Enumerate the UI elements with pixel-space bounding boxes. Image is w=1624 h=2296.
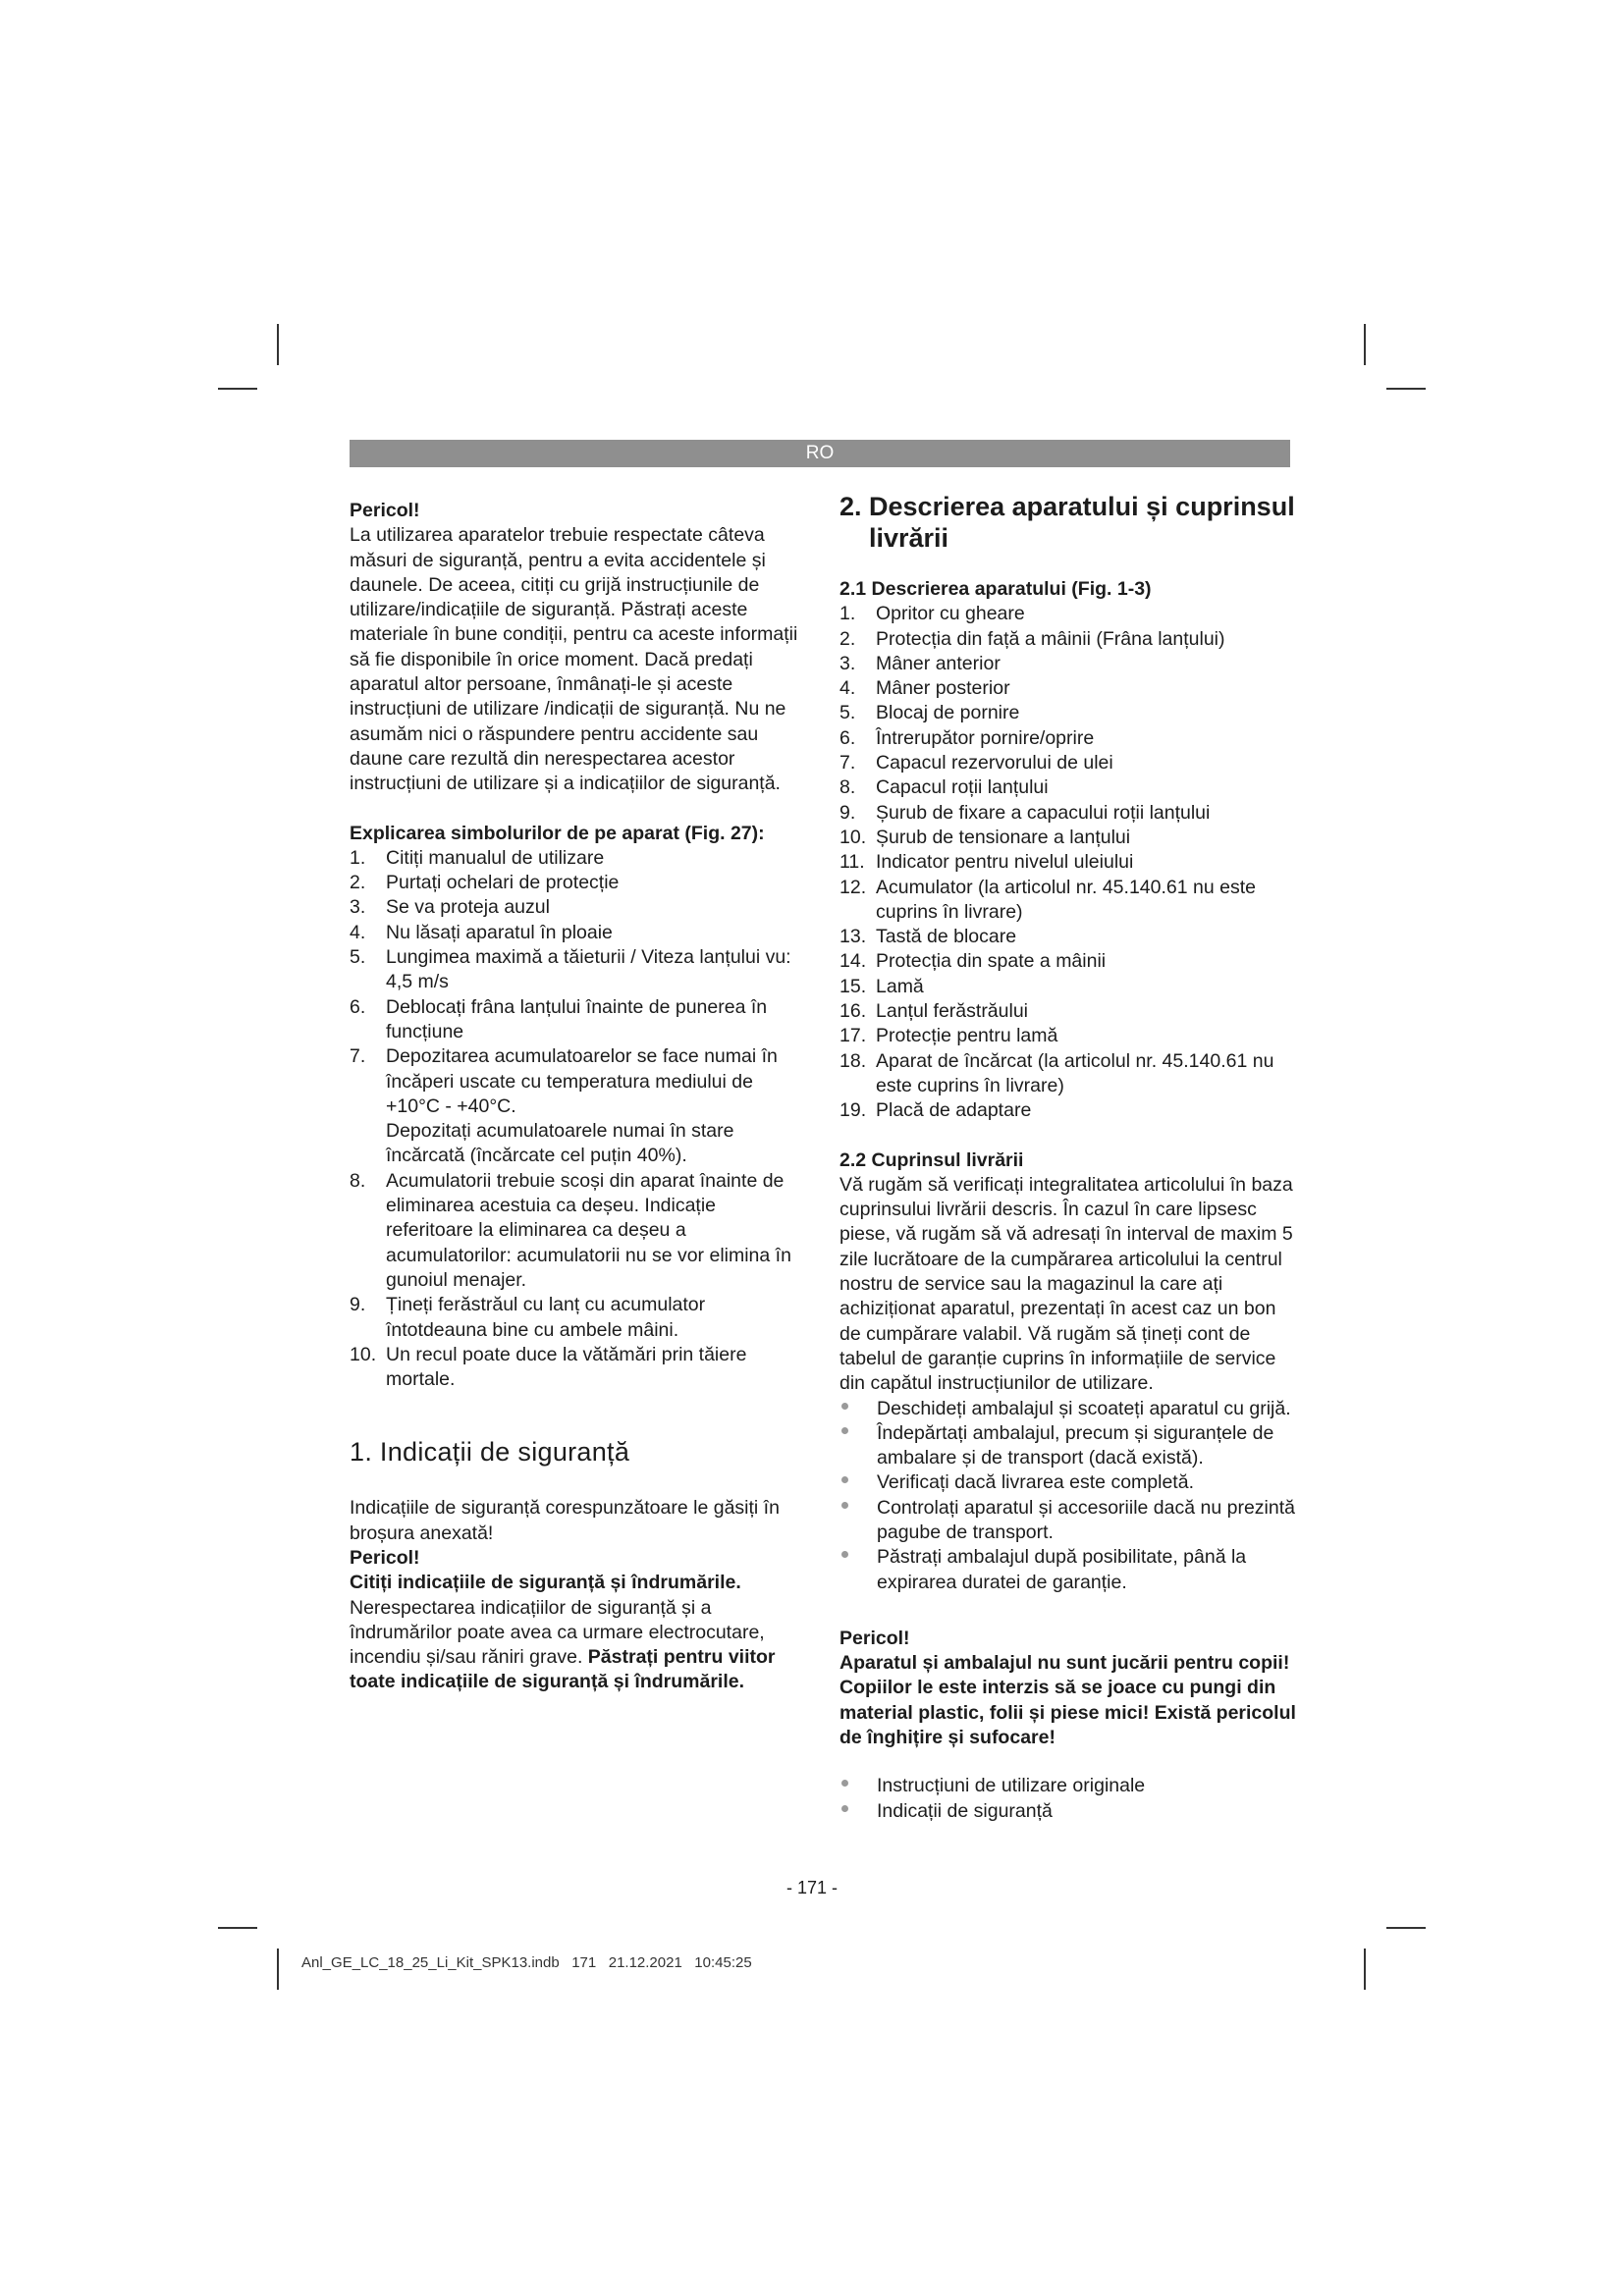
bullet-icon — [841, 1780, 848, 1787]
page-number: - 171 - — [785, 1878, 839, 1897]
parts-list — [839, 602, 1296, 1123]
list-item: 6. Întrerupător pornire/oprire — [839, 726, 1095, 749]
subsection-2-1-title: 2.1 Descrierea aparatului (Fig. 1-3) — [839, 578, 1152, 600]
list-item: 8. Acumulatorii trebuie scoși din aparat înainte de eliminarea acestuia ca deșeu. Indicație referitoare la eliminarea ca deșeu a acumulatorilor: acumulatorii nu se vor elimina în gunoiul menajer. — [350, 1169, 791, 1291]
crop-mark — [277, 1949, 279, 1990]
crop-mark — [1386, 388, 1426, 390]
danger-text: Aparatul și ambalajul nu sunt jucării pentru copii! Copiilor le este interzis să se joace cu pungi din material plastic, folii și piese mici! Există pericolul de înghițire și sufocare! — [839, 1652, 1296, 1749]
list-item: 2. Protecția din față a mâinii (Frâna lanțului) — [839, 627, 1225, 650]
language-bar: RO — [350, 440, 1290, 467]
symbols-title: Explicarea simbolurilor de pe aparat (Fig. 27): — [350, 822, 765, 844]
list-item: 9. Țineți ferăstrăul cu lanț cu acumulator întotdeauna bine cu ambele mâini. — [350, 1294, 706, 1341]
right-column — [839, 491, 1296, 1824]
list-item: 3. Se va proteja auzul — [350, 896, 550, 919]
list-item: 1. Opritor cu gheare — [839, 603, 1025, 625]
list-item: 5. Lungimea maximă a tăieturii / Viteza lanțului vu: 4,5 m/s — [350, 946, 791, 993]
list-item: Verificați dacă livrarea este completă. — [839, 1470, 1296, 1495]
list-item: 19. Placă de adaptare — [839, 1099, 1032, 1122]
bullet-icon — [841, 1476, 848, 1483]
list-item: 5. Blocaj de pornire — [839, 702, 1020, 724]
list-item: 14. Protecția din spate a mâinii — [839, 950, 1107, 973]
list-item: 10. Un recul poate duce la vătămări prin tăiere mortale. — [350, 1343, 747, 1391]
steps-list — [839, 1397, 1296, 1595]
crop-mark — [1364, 1949, 1366, 1990]
crop-mark — [218, 388, 257, 390]
list-item: 17. Protecție pentru lamă — [839, 1025, 1058, 1047]
list-item: Deschideți ambalajul și scoateți aparatul cu grijă. — [839, 1397, 1296, 1421]
list-item: 4. Nu lăsați aparatul în ploaie — [350, 921, 613, 943]
list-item: 9. Șurub de fixare a capacului roții lanțului — [839, 801, 1211, 824]
danger-text: Citiți indicațiile de siguranță și îndrumările. Nerespectarea indicațiilor de siguranță și a îndrumărilor poate avea ca urmare electrocutare, incendiu și/sau răniri grave. Păstrați pentru viitor toate indicațiile de siguranță și îndrumările. — [350, 1572, 776, 1693]
list-item: 11. Indicator pentru nivelul uleiului — [839, 851, 1134, 874]
danger-title: Pericol! — [350, 1546, 420, 1569]
list-item: 2. Purtați ochelari de protecție — [350, 872, 620, 894]
danger-text: La utilizarea aparatelor trebuie respectate câteva măsuri de siguranță, pentru a evita accidentele și daunele. De aceea, citiți cu grijă instrucțiunile de utilizare/indicațiile de siguranță. Păstrați aceste materiale în bune condiții, pentru ca aceste informații să fie disponibile în orice moment. Dacă predați aparatul altor persoane, înmânați-le și aceste instrucțiuni de utilizare /indicații de siguranță. Nu ne asumăm nici o răspundere pentru accidente sau daune care rezultă din nerespectarea acestor instrucțiuni de utilizare și a indicațiilor de siguranță. — [350, 524, 798, 795]
list-item: 16. Lanțul ferăstrăului — [839, 1000, 1029, 1023]
list-item: 18. Aparat de încărcat (la articolul nr. 45.140.61 nu este cuprins în livrare) — [839, 1049, 1274, 1096]
danger-title: Pericol! — [350, 500, 420, 521]
print-footer: Anl_GE_LC_18_25_Li_Kit_SPK13.indb 171 21.12.2021 10:45:25 — [301, 1954, 752, 1971]
list-item: 7. Depozitarea acumulatoarelor se face numai în încăperi uscate cu temperatura mediului de +10°C - +40°C. Depozitați acumulatoarele numai în stare încărcată (încărcate cel puțin 40%). — [350, 1045, 778, 1167]
delivery-text: Vă rugăm să verificați integralitatea articolului în baza cuprinsului livrării descris. În cazul în care lipsesc piese, vă rugăm să vă adresați în interval de maxim 5 zile lucrătoare de la cumpărarea articolului la centrul nostru de service sau la magazinul la care ați achiziționat aparatul, prezentați în acest caz un bon de cumpărare valabil. Vă rugăm să țineți cont de tabelul de garanție cuprins în informațiile de service din capătul instrucțiunilor de utilizare. — [839, 1173, 1293, 1395]
bullet-icon — [841, 1403, 848, 1410]
list-item: Controlați aparatul și accesoriile dacă nu prezintă pagube de transport. — [839, 1496, 1296, 1546]
list-item: Instrucțiuni de utilizare originale — [839, 1774, 1296, 1798]
bullet-icon — [841, 1502, 848, 1509]
bullet-icon — [841, 1551, 848, 1558]
list-item: 10. Șurub de tensionare a lanțului — [839, 826, 1131, 848]
list-item: 15. Lamă — [839, 975, 924, 997]
bullet-icon — [841, 1805, 848, 1812]
list-item: 3. Mâner anterior — [839, 652, 1001, 674]
section-2-title: 2. Descrierea aparatului și cuprinsul livrării — [839, 492, 1295, 553]
list-item: 12. Acumulator (la articolul nr. 45.140.61 nu este cuprins în livrare) — [839, 876, 1256, 923]
section-1-text: Indicațiile de siguranță corespunzătoare le găsiți în broșura anexată! — [350, 1497, 780, 1544]
section-1-title: 1. Indicații de siguranță — [350, 1437, 630, 1468]
list-item: 13. Tastă de blocare — [839, 926, 1017, 948]
list-item: Îndepărtați ambalajul, precum și siguranțele de ambalare și de transport (dacă există). — [839, 1421, 1296, 1471]
list-item: Păstrați ambalajul după posibilitate, până la expirarea duratei de garanție. — [839, 1545, 1296, 1595]
left-column — [350, 499, 806, 1695]
crop-mark — [218, 1927, 257, 1929]
crop-mark — [1364, 324, 1366, 365]
crop-mark — [277, 324, 279, 365]
danger-title: Pericol! — [839, 1627, 910, 1649]
bullet-icon — [841, 1427, 848, 1434]
list-item: 4. Mâner posterior — [839, 677, 1010, 700]
list-item: 7. Capacul rezervorului de ulei — [839, 752, 1113, 774]
list-item: Indicații de siguranță — [839, 1799, 1296, 1824]
list-item: 6. Deblocați frâna lanțului înainte de punerea în funcțiune — [350, 995, 768, 1042]
subsection-2-2-title: 2.2 Cuprinsul livrării — [839, 1148, 1024, 1171]
list-item: 8. Capacul roții lanțului — [839, 776, 1049, 799]
list-item: 1. Citiți manualul de utilizare — [350, 846, 605, 869]
documents-list — [839, 1774, 1296, 1824]
crop-mark — [1386, 1927, 1426, 1929]
symbols-list — [350, 846, 806, 1393]
